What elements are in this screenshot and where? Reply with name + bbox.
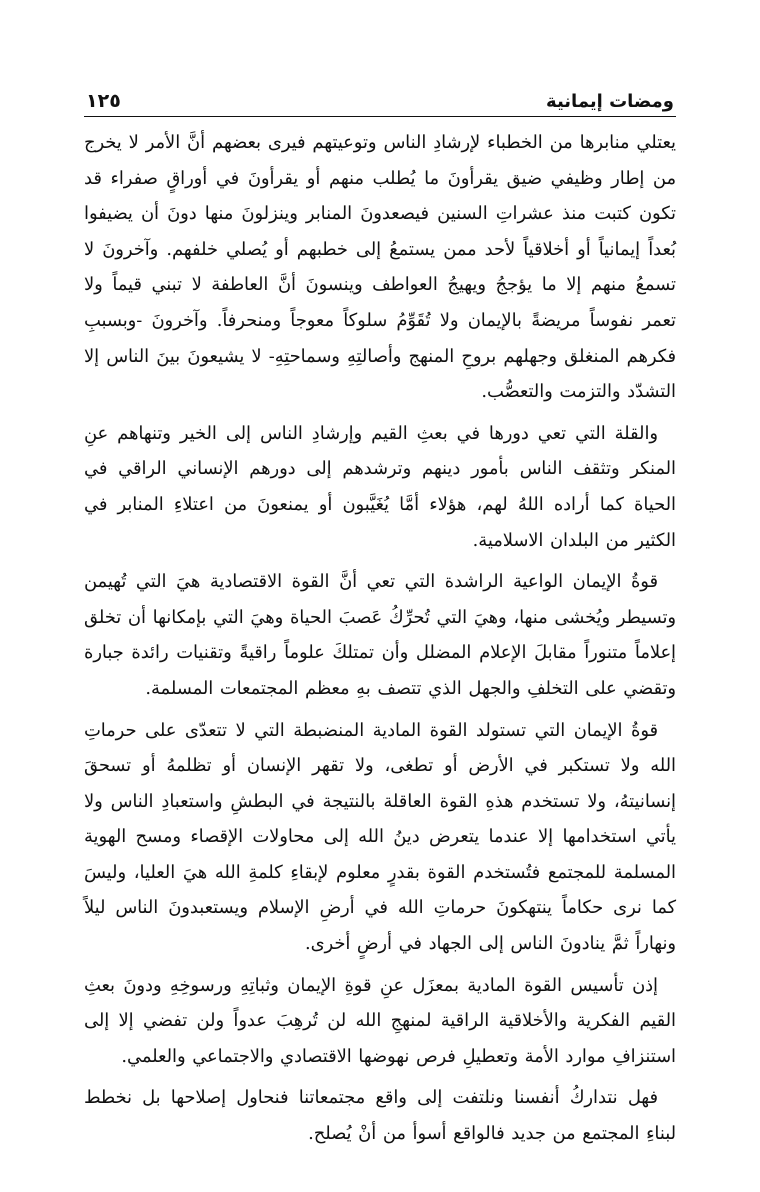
paragraph-2: والقلة التي تعي دورها في بعثِ القيم وإرشادِ الناس إلى الخير وتنهاهم عنِ المنكر وتثقف الناس بأمور دينهم وترشدهم إلى دورهم الإنساني الراقي في الحياة كما أراده اللهُ لهم، هؤلاء أمَّا يُغَيَّبون أو يمنعونَ من اعتلاءِ المنابر في الكثير من البلدان الاسلامية. xyxy=(84,422,676,551)
paragraph-5: إذن تأسيس القوة المادية بمعزَل عنِ قوةِ الإيمان وثباتِهِ ورسوخِهِ ودونَ بعثِ القيم الفكرية والأخلاقية الراقية لمنهجِ الله لن تُرهِبَ عدواً ولن تفضي إلا إلى استنزافِ موارد الأمة وتعطيلِ فرص نهوضها الاقتصادي والاجتماعي والعلمي. xyxy=(84,974,676,1067)
page-number: ١٢٥ xyxy=(86,90,121,112)
running-header xyxy=(84,86,676,117)
paragraph-1: يعتلي منابرها من الخطباء لإرشادِ الناس وتوعيتهم فيرى بعضهم أنَّ الأمر لا يخرج من إطار وظيفي ضيق يقرأونَ ما يُطلب منهم أو يقرأونَ في أوراقٍ صفراء قد تكون كتبت منذ عشراتِ السنين فيصعدونَ المنابر وينزلونَ منها دونَ أن يضيفوا بُعداً إيمانياً أو أخلاقياً لأحد ممن يستمعُ إلى خطبهم أو يُصلي خلفهم. وآخرونَ لا تسمعُ منهم إلا ما يؤججُ ويهيجُ العواطف وينسونَ أنَّ العاطفة لا تبني قيماً ولا تعمر نفوساً مريضةً بالإيمان ولا تُقَوِّمُ سلوكاً معوجاً ومنحرفاً. وآخرونَ -وبسببِ فكرهم المنغلق وجهلهم بروحِ المنهج وأصالتِهِ وسماحتِهِ- لا يشيعونَ بينَ الناس إلا التشدّد والتزمت والتعصُّب. xyxy=(84,132,676,403)
body-text xyxy=(84,125,676,1152)
paragraph-6: فهل نتداركُ أنفسنا ونلتفت إلى واقع مجتمعاتنا فنحاول إصلاحها بل نخطط لبناءِ المجتمع من جديد فالواقع أسوأ من أنْ يُصلح. xyxy=(84,1087,676,1145)
paragraph-4: قوةُ الإيمان التي تستولد القوة المادية المنضبطة التي لا تتعدّى على حرماتِ الله ولا تستكبر في الأرض أو تطغى، ولا تقهر الإنسان أو تظلمهُ أو تسحقَ إنسانيتهُ، ولا تستخدم هذهِ القوة العاقلة بالنتيجة في البطشِ واستعبادِ الناس ولا يأتي استخدامها إلا عندما يتعرض دينُ الله إلى محاولات الإقصاء ومسح الهوية المسلمة للمجتمع فتُستخدم القوة بقدرٍ معلوم لإبقاءِ كلمةِ الله هيَ العليا، وليسَ كما نرى حكاماً ينتهكونَ حرماتِ الله في أرضِ الإسلام ويستعبدونَ الناس ليلاً ونهاراً ثمَّ ينادونَ الناس إلى الجهاد في أرضٍ أخرى. xyxy=(84,719,676,955)
paragraph-3: قوةُ الإيمان الواعية الراشدة التي تعي أنَّ القوة الاقتصادية هيَ التي تُهيمن وتسيطر ويُخشى منها، وهيَ التي تُحرِّكُ عَصبَ الحياة وهيَ التي بإمكانها أن تخلق إعلاماً متنوراً مقابلَ الإعلام المضلل وأن تمتلكَ علوماً راقيةً وتقنيات رائدة جبارة وتقضي على التخلفِ والجهل الذي تتصف بهِ معظم المجتمعات المسلمة. xyxy=(84,571,676,699)
running-title: ومضات إيمانية xyxy=(546,91,674,112)
book-page xyxy=(84,86,676,1146)
